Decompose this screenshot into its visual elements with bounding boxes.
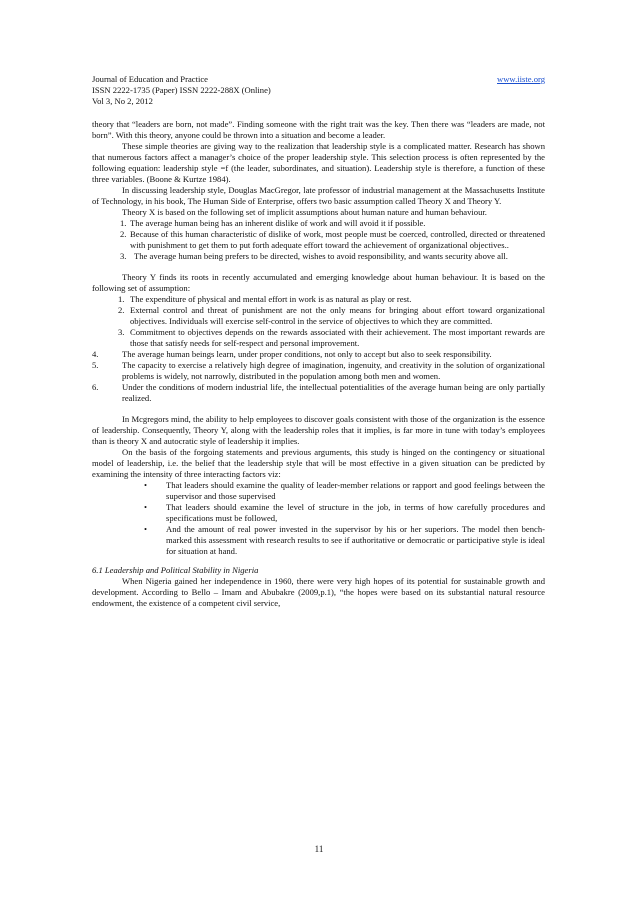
paragraph: Theory Y finds its roots in recently accumulated and emerging knowledge about human behaviour. It is based on the following set of assumption: [92,272,545,293]
list-item-text: The average human being prefers to be directed, wishes to avoid responsibility, and wants security above all. [134,251,508,261]
list-item-text: The expenditure of physical and mental effort in work is as natural as play or rest. [130,294,412,304]
paragraph: In discussing leadership style, Douglas MacGregor, late professor of industrial management at the Massachusetts Institute of Technology, in his book, The Human Side of Enterprise, offers two basic assumption called Theory X and Theory Y. [92,185,545,206]
paragraph: When Nigeria gained her independence in 1960, there were very high hopes of its potential for sustainable growth and development. According to Bello – Imam and Abubakre (2009,p.1), “the hopes were based on its substantial natural resource endowment, the existence of a competent civil service, [92,576,545,608]
bullet-text: That leaders should examine the level of structure in the job, in terms of how carefully procedures and specifications must be followed, [166,502,545,523]
page-number: 11 [314,844,324,854]
bullet-icon: • [144,480,148,490]
journal-title: Journal of Education and Practice [92,74,208,84]
list-item [92,294,545,305]
list-item-text: The capacity to exercise a relatively high degree of imagination, ingenuity, and creativity in the solution of organizational problems is widely, not narrowly, distributed in the population among both men and women. [122,360,545,381]
list-item-text: The average human being has an inherent dislike of work and will avoid it if possible. [130,218,426,228]
journal-issn: ISSN 2222-1735 (Paper) ISSN 2222-288X (Online) [92,85,271,95]
list-item [92,349,545,360]
list-item [92,229,545,251]
list-item-text: External control and threat of punishment are not the only means for bringing about effort toward organizational objectives. Individuals will exercise self-control in the service of objectives to which they are committed. [130,305,545,326]
journal-url-link[interactable]: www.iiste.org [497,74,545,84]
journal-volume: Vol 3, No 2, 2012 [92,96,153,106]
list-item-number: 4. [92,349,99,359]
section-heading: 6.1 Leadership and Political Stability in Nigeria [92,565,259,575]
list-item [92,382,545,404]
list-item-text: Commitment to objectives depends on the rewards associated with their achievement. The most important rewards are those that satisfy needs for self-respect and personal improvement. [130,327,545,348]
list-item-number: 3. [118,327,125,337]
paragraph: theory that “leaders are born, not made”. Finding someone with the right trait was the key. Then there was “leaders are made, not born”. With this theory, anyone could be thrown into a situation and become a leader. [92,119,545,140]
list-item [92,251,545,262]
list-item [92,360,545,382]
paragraph: Theory X is based on the following set of implicit assumptions about human nature and human behaviour. [122,207,487,217]
paragraph: In Mcgregors mind, the ability to help employees to discover goals consistent with those of the organization is the essence of leadership. Consequently, Theory Y, along with the leadership roles that it implies, is far more in tune with today’s employees than is theory X and autocratic style of leadership it implies. [92,414,545,446]
list-item-number: 2. [120,229,127,239]
journal-header [92,74,545,107]
list-item [92,305,545,327]
bullet-icon: • [144,502,148,512]
bullet-item [92,524,545,557]
list-item-text: Because of this human characteristic of dislike of work, most people must be coerced, controlled, directed or threatened with punishment to get them to put forth adequate effort toward the achievement of organizational objectives.. [130,229,545,250]
bullet-icon: • [144,524,148,534]
bullet-text: That leaders should examine the quality of leader-member relations or rapport and good feelings between the supervisor and those supervised [166,480,545,501]
list-item [92,327,545,349]
list-item-number: 2. [118,305,125,315]
paragraph: These simple theories are giving way to the realization that leadership style is a complicated matter. Research has shown that numerous factors affect a manager’s choice of the proper leadership style. This selection process is often represented by the following equation: leadership style =f (the leader, subordinates, and situation). Leadership style is therefore, a function of these three variables. (Boone & Kurtze 1984). [92,141,545,184]
list-item-number: 5. [92,360,99,370]
list-item-number: 1. [118,294,125,304]
factor-bullet-list [92,480,545,557]
list-item [92,218,545,229]
paragraph: On the basis of the forgoing statements and previous arguments, this study is hinged on the contingency or situational model of leadership, i.e. the belief that the leadership style that will be most effective in a given situation can be predicted by examining the intensity of three interacting factors viz: [92,447,545,479]
theory-x-list [92,218,545,262]
bullet-item [92,480,545,502]
bullet-item [92,502,545,524]
list-item-number: 3. [120,251,127,261]
list-item-number: 1. [120,218,127,228]
theory-y-list [92,294,545,404]
list-item-text: Under the conditions of modern industrial life, the intellectual potentialities of the average human being are only partially realized. [122,382,545,403]
page-content [92,74,545,609]
list-item-number: 6. [92,382,99,392]
list-item-text: The average human beings learn, under proper conditions, not only to accept but also to seek responsibility. [122,349,492,359]
bullet-text: And the amount of real power invested in the supervisor by his or her superiors. The model then bench-marked this assessment with research results to see if authoritative or democratic or participative style is ideal for situation at hand. [166,524,545,556]
